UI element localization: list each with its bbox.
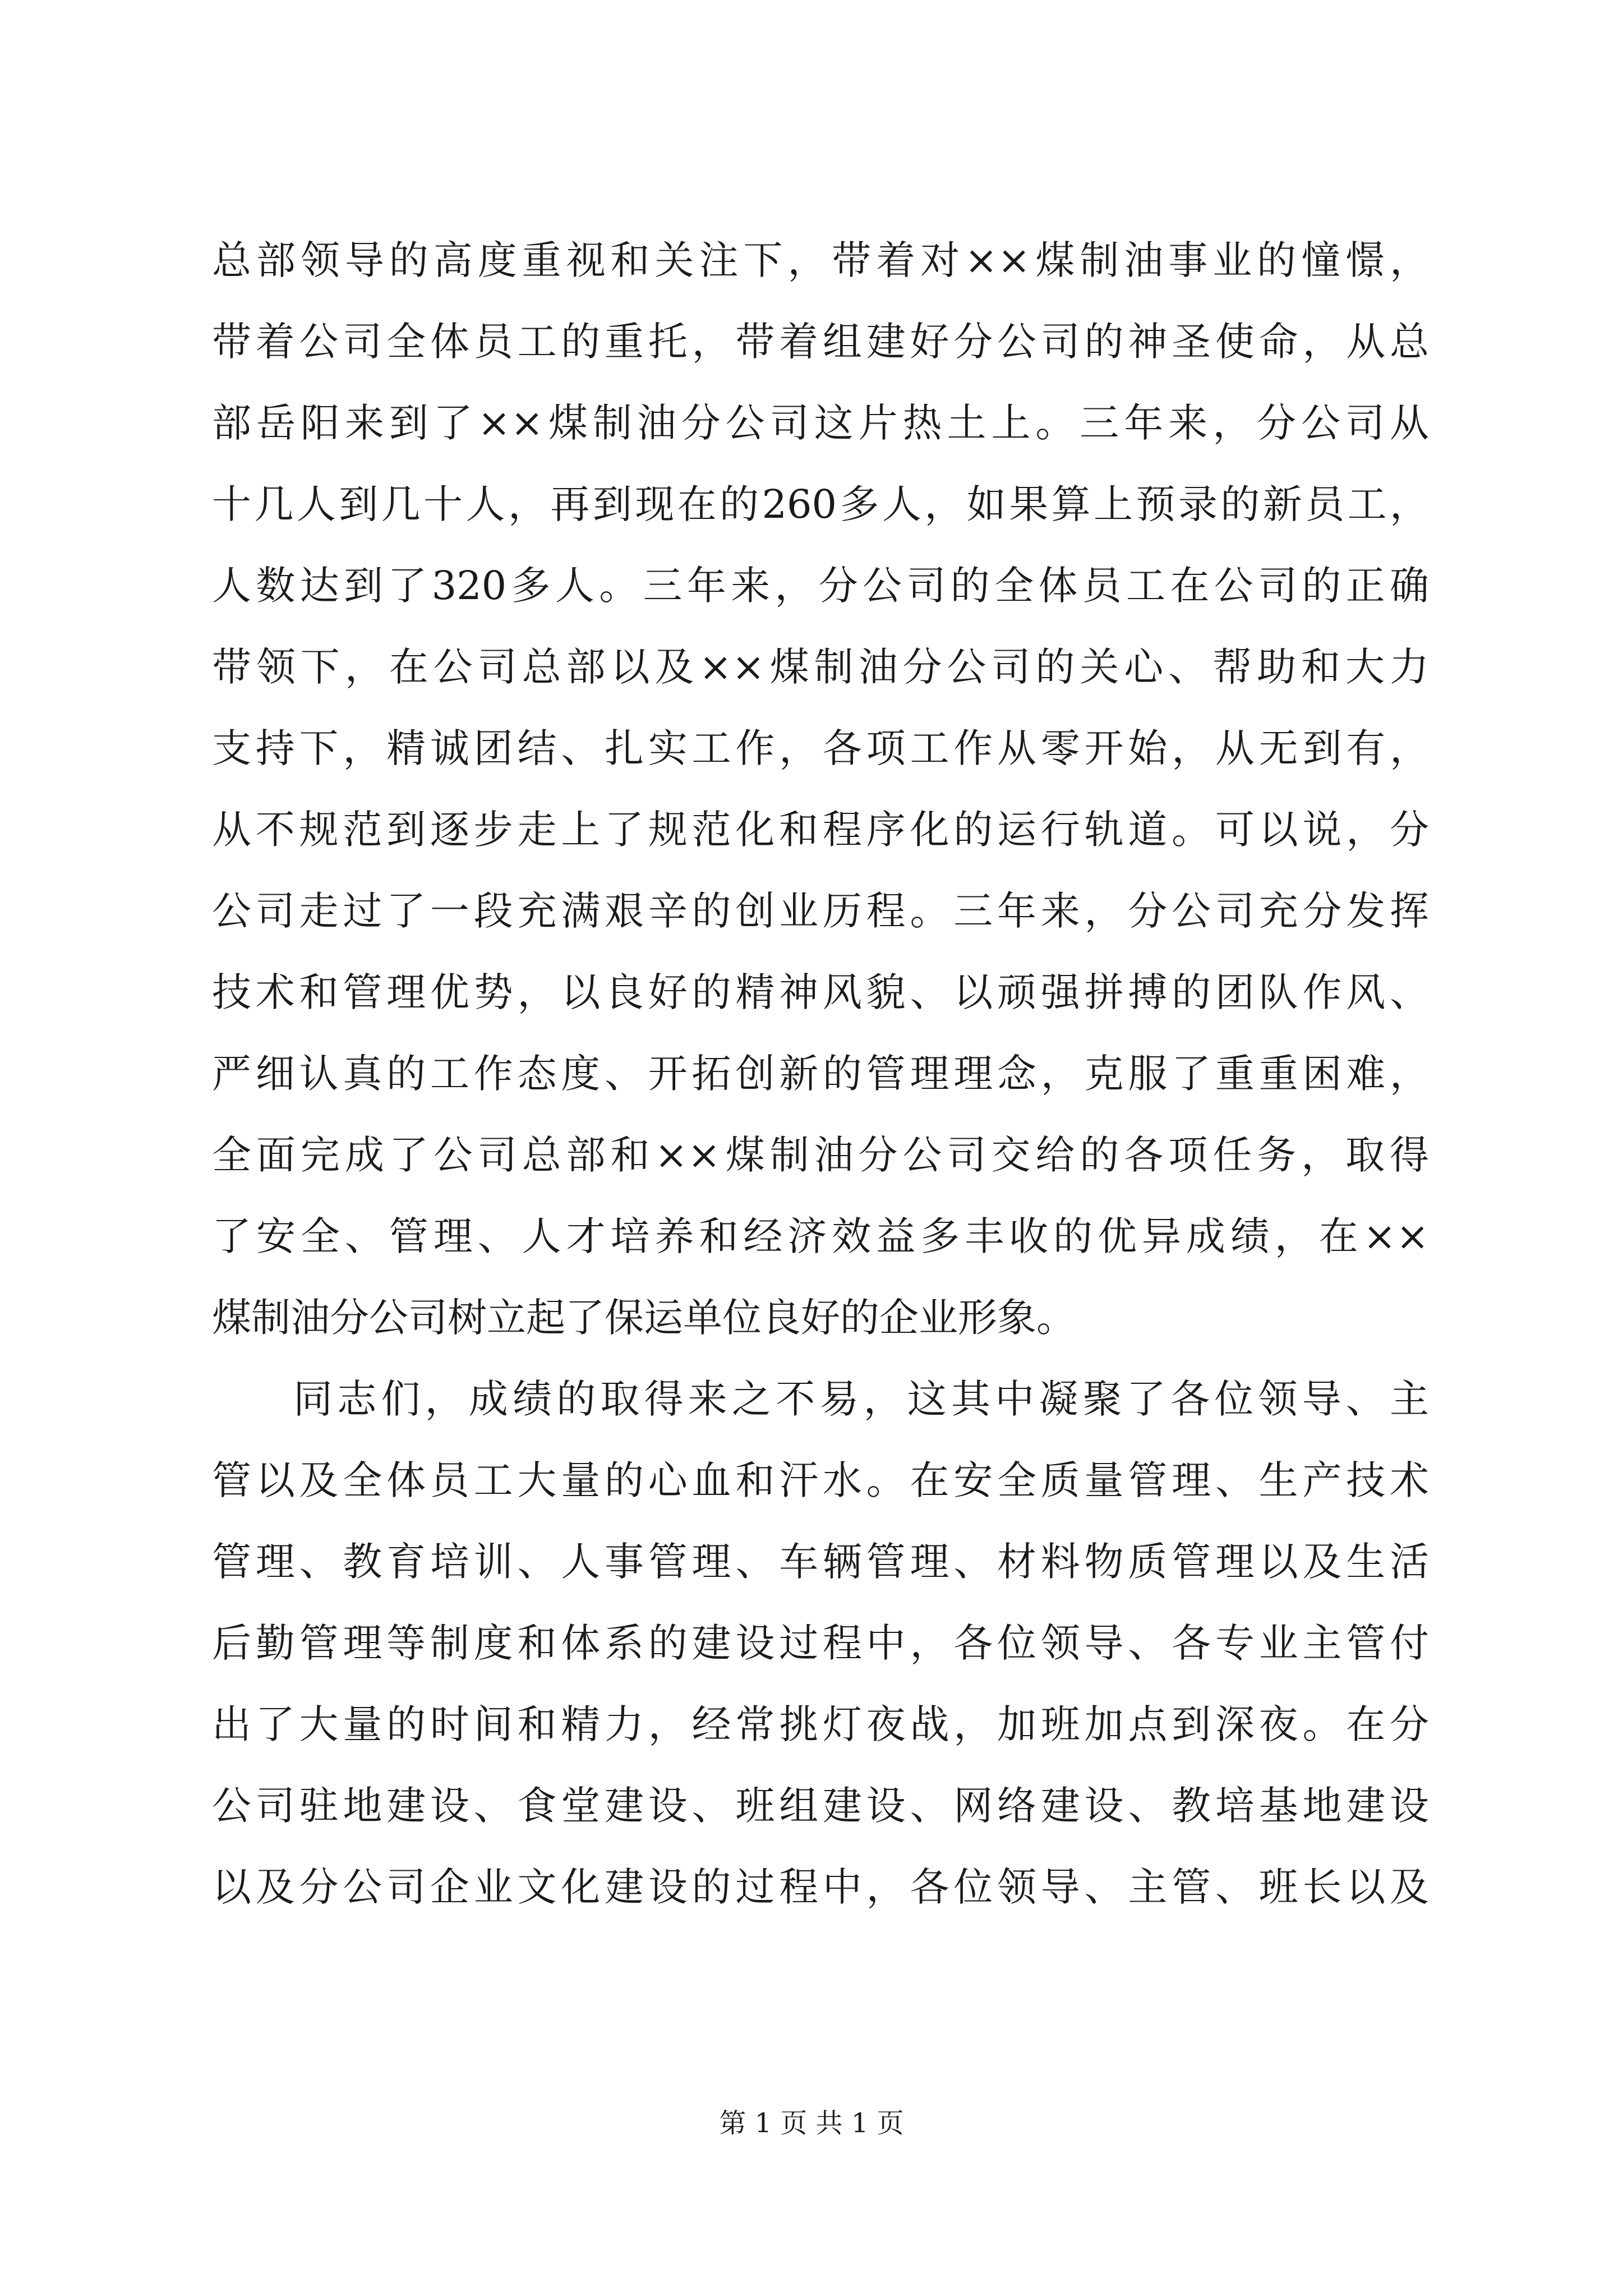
text-line: 技术和管理优势，以良好的精神风貌、以顽强拼搏的团队作风、 <box>212 969 1429 1015</box>
text-line: 带领下，在公司总部以及××煤制油分公司的关心、帮助和大力 <box>212 644 1429 690</box>
text-line: 部岳阳来到了××煤制油分公司这片热土上。三年来，分公司从 <box>212 400 1429 446</box>
text-line: 公司走过了一段充满艰辛的创业历程。三年来，分公司充分发挥 <box>212 888 1429 934</box>
text-line: 出了大量的时间和精力，经常挑灯夜战，加班加点到深夜。在分 <box>212 1701 1429 1747</box>
text-line: 了安全、管理、人才培养和经济效益多丰收的优异成绩，在×× <box>212 1213 1429 1259</box>
text-line: 十几人到几十人，再到现在的260多人，如果算上预录的新员工， <box>212 481 1429 527</box>
text-line: 总部领导的高度重视和关注下，带着对××煤制油事业的憧憬， <box>212 237 1429 283</box>
page-footer <box>0 2106 1623 2140</box>
text-line: 公司驻地建设、食堂建设、班组建设、网络建设、教培基地建设 <box>212 1783 1429 1829</box>
text-line: 管以及全体员工大量的心血和汗水。在安全质量管理、生产技术 <box>212 1457 1429 1503</box>
paragraph-1 <box>212 220 1429 1359</box>
text-line: 带着公司全体员工的重托，带着组建好分公司的神圣使命，从总 <box>212 319 1429 365</box>
text-line: 管理、教育培训、人事管理、车辆管理、材料物质管理以及生活 <box>212 1539 1429 1585</box>
text-line: 严细认真的工作态度、开拓创新的管理理念，克服了重重困难， <box>212 1051 1429 1097</box>
text-line: 后勤管理等制度和体系的建设过程中，各位领导、各专业主管付 <box>212 1620 1429 1666</box>
text-line: 全面完成了公司总部和××煤制油分公司交给的各项任务，取得 <box>212 1132 1429 1178</box>
text-line: 支持下，精诚团结、扎实工作，各项工作从零开始，从无到有， <box>212 725 1429 771</box>
text-line: 以及分公司企业文化建设的过程中，各位领导、主管、班长以及 <box>212 1864 1429 1910</box>
text-line: 人数达到了320多人。三年来，分公司的全体员工在公司的正确 <box>212 563 1429 609</box>
text-line: 煤制油分公司树立起了保运单位良好的企业形象。 <box>212 1295 1076 1341</box>
paragraph-2 <box>212 1359 1429 1928</box>
document-body <box>212 220 1429 1928</box>
text-line: 从不规范到逐步走上了规范化和程序化的运行轨道。可以说，分 <box>212 807 1429 853</box>
page-number-label: 第 1 页 共 1 页 <box>719 2108 904 2139</box>
text-line: 同志们，成绩的取得来之不易，这其中凝聚了各位领导、主 <box>293 1376 1429 1422</box>
